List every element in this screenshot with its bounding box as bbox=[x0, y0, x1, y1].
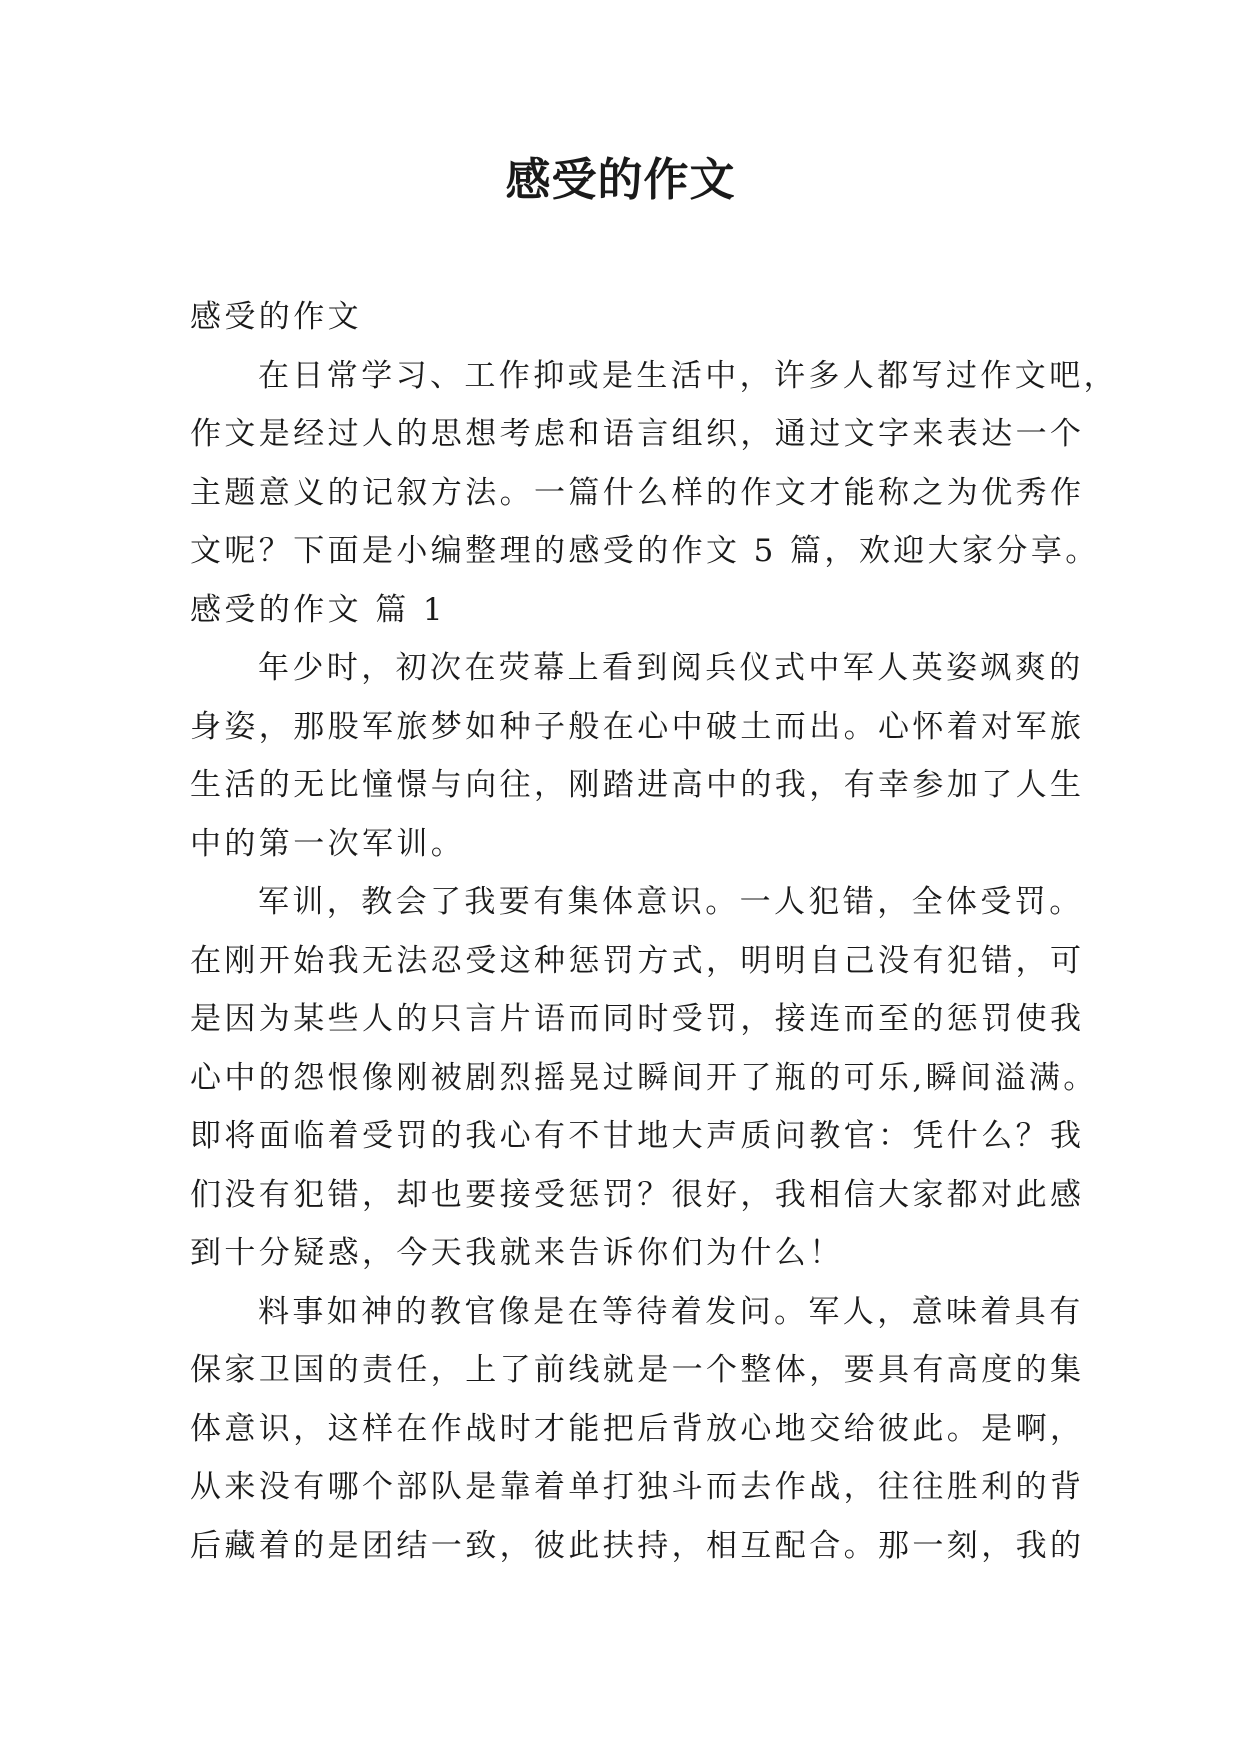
text-line: 在日常学习、工作抑或是生活中，许多人都写过作文吧， bbox=[258, 357, 1118, 394]
text-line: 主题意义的记叙方法。一篇什么样的作文才能称之为优秀作 bbox=[190, 474, 1085, 511]
text-line: 从来没有哪个部队是靠着单打独斗而去作战，往往胜利的背 bbox=[190, 1469, 1085, 1505]
text-line: 中的第一次军训。 bbox=[190, 825, 466, 862]
text-line: 作文是经过人的思想考虑和语言组织，通过文字来表达一个 bbox=[190, 416, 1085, 452]
text-line: 体意识，这样在作战时才能把后背放心地交给彼此。是啊， bbox=[190, 1410, 1085, 1447]
document-title: 感受的作文 bbox=[505, 153, 736, 206]
text-line: 后藏着的是团结一致，彼此扶持，相互配合。那一刻，我的 bbox=[190, 1527, 1085, 1564]
text-line: 生活的无比憧憬与向往，刚踏进高中的我，有幸参加了人生 bbox=[190, 767, 1085, 803]
text-line: 们没有犯错，却也要接受惩罚？很好，我相信大家都对此感 bbox=[190, 1176, 1085, 1213]
text-line: 即将面临着受罚的我心有不甘地大声质问教官：凭什么？我 bbox=[190, 1118, 1085, 1154]
text-line: 心中的怨恨像刚被剧烈摇晃过瞬间开了瓶的可乐,瞬间溢满。 bbox=[190, 1059, 1098, 1096]
text-line: 到十分疑惑，今天我就来告诉你们为什么！ bbox=[190, 1235, 844, 1271]
text-line: 感受的作文 篇 1 bbox=[190, 591, 447, 628]
text-line: 在刚开始我无法忍受这种惩罚方式，明明自己没有犯错，可 bbox=[190, 942, 1085, 979]
text-line: 文呢？下面是小编整理的感受的作文 5 篇，欢迎大家分享。 bbox=[190, 533, 1100, 569]
text-line: 军训，教会了我要有集体意识。一人犯错，全体受罚。 bbox=[258, 884, 1084, 920]
text-line: 感受的作文 bbox=[190, 299, 362, 335]
text-line: 保家卫国的责任，上了前线就是一个整体，要具有高度的集 bbox=[190, 1352, 1085, 1388]
text-line: 身姿，那股军旅梦如种子般在心中破土而出。心怀着对军旅 bbox=[190, 708, 1085, 745]
text-line: 年少时，初次在荧幕上看到阅兵仪式中军人英姿飒爽的 bbox=[258, 650, 1084, 686]
text-line: 是因为某些人的只言片语而同时受罚，接连而至的惩罚使我 bbox=[190, 1001, 1085, 1037]
text-line: 料事如神的教官像是在等待着发问。军人，意味着具有 bbox=[258, 1293, 1084, 1330]
document-body bbox=[190, 288, 1118, 1575]
